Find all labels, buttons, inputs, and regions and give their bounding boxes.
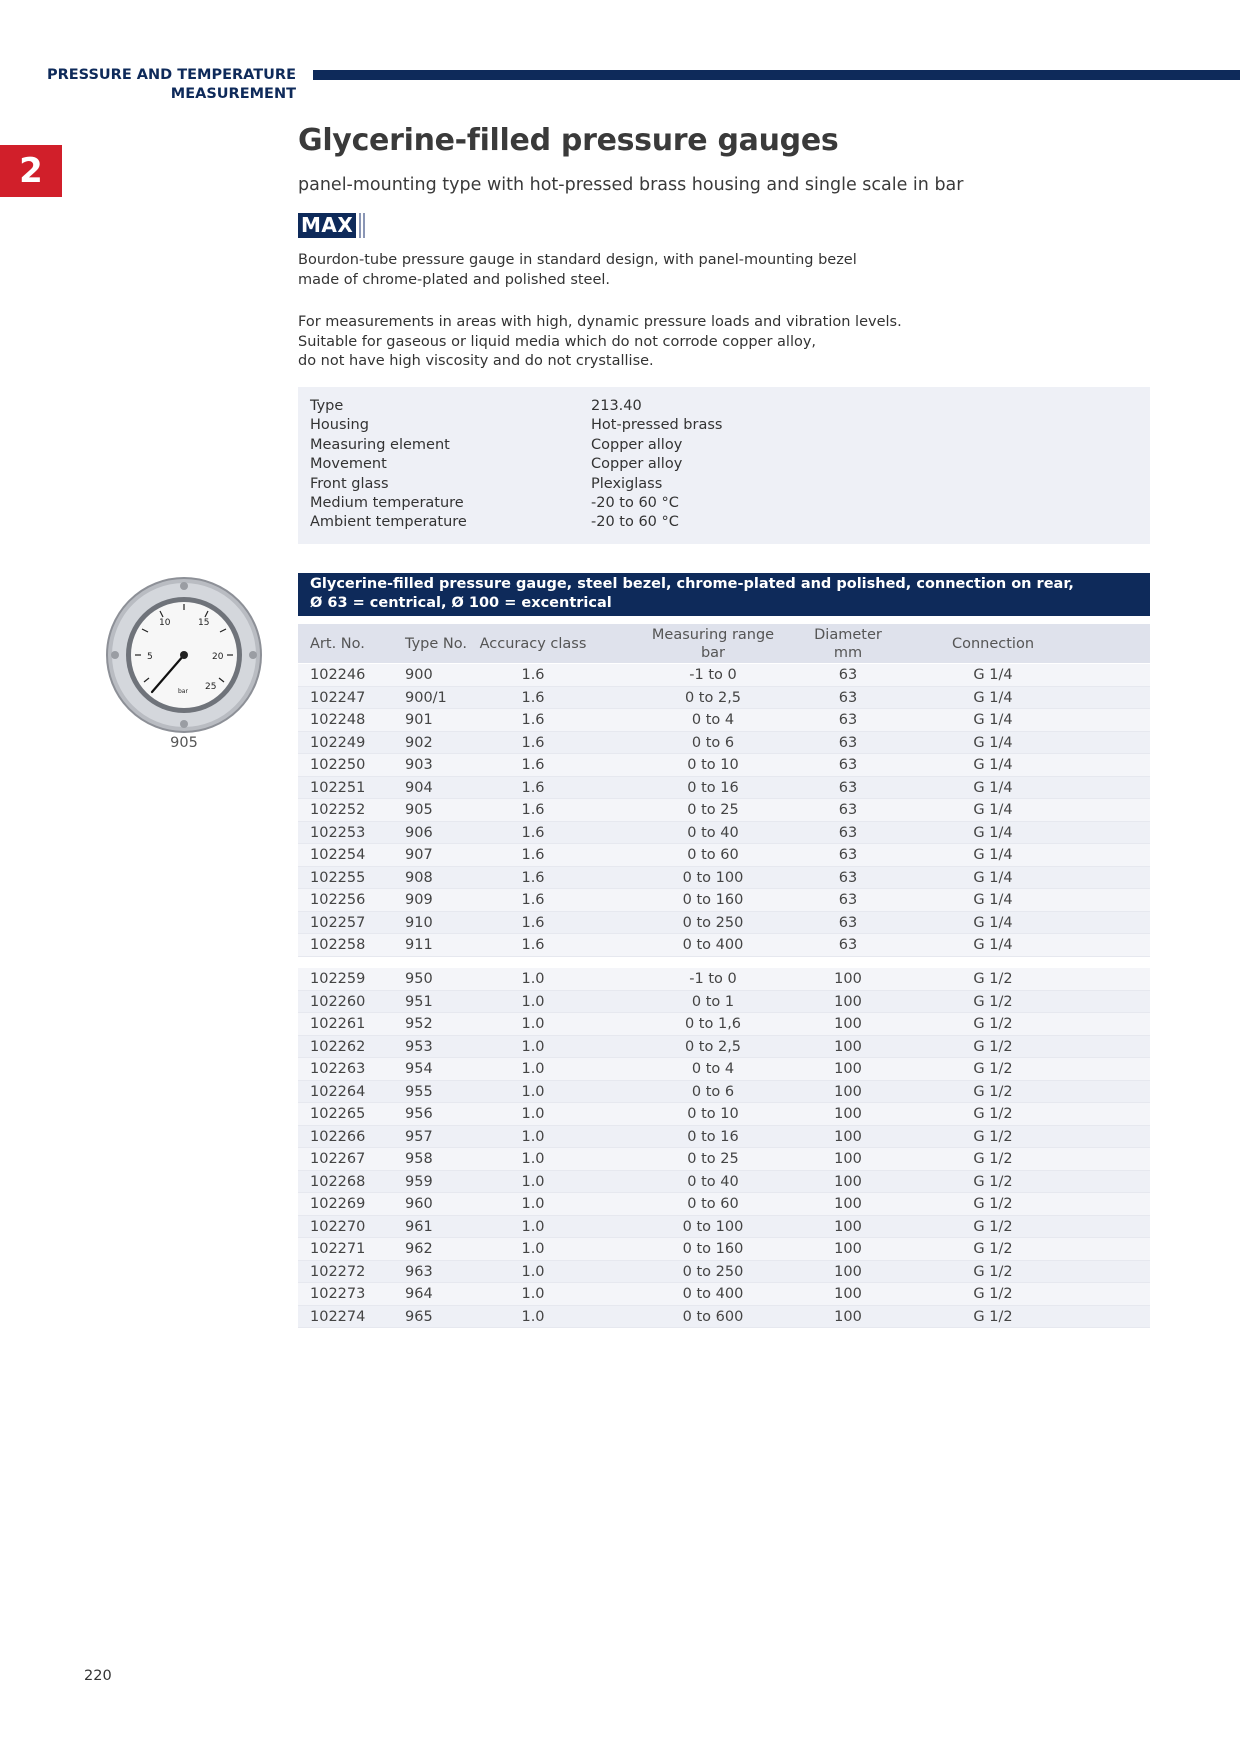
- connection-cell: G 1/2: [973, 1083, 1013, 1100]
- table-row: [298, 687, 1150, 710]
- diameter-cell: 100: [834, 1061, 862, 1077]
- connection-cell: G 1/2: [973, 1241, 1013, 1257]
- connection-cell: G 1/2: [973, 1286, 1013, 1302]
- accuracy-cell: 1.0: [521, 1016, 545, 1032]
- header-accuracy-class: Accuracy class: [479, 635, 587, 652]
- connection-cell: G 1/4: [973, 779, 1013, 796]
- table-row: [298, 844, 1150, 867]
- dial-label: 15: [198, 618, 210, 628]
- dial-label: 5: [147, 652, 153, 662]
- art-no-cell: 102254: [310, 847, 366, 863]
- logo-bars-icon: [359, 213, 367, 238]
- diameter-cell: 100: [834, 1263, 862, 1280]
- range-cell: 0 to 40: [687, 1173, 739, 1190]
- table-row: [298, 1103, 1150, 1126]
- range-cell: 0 to 60: [687, 847, 739, 863]
- diameter-cell: 100: [834, 1106, 862, 1122]
- header-connection: Connection: [951, 635, 1035, 652]
- range-cell: 0 to 6: [691, 1083, 735, 1100]
- art-no-cell: 102261: [310, 1016, 366, 1032]
- range-cell: 0 to 160: [682, 1241, 744, 1257]
- diameter-cell: 100: [834, 1083, 862, 1100]
- dial-label: 25: [205, 682, 217, 692]
- type-no-cell: 901: [405, 712, 433, 728]
- diameter-cell: 63: [838, 892, 858, 908]
- type-no-cell: 951: [405, 993, 433, 1010]
- type-no-cell: 960: [405, 1196, 433, 1212]
- type-no-cell: 964: [405, 1286, 433, 1302]
- table-body-group-63: [298, 664, 1150, 957]
- description-line: For measurements in areas with high, dynamic pressure loads and vibration levels.: [298, 314, 902, 330]
- table-row: [298, 867, 1150, 890]
- header-diameter: Diameter mm: [814, 626, 882, 661]
- connection-cell: G 1/4: [973, 892, 1013, 908]
- description-paragraph-1: [298, 251, 857, 290]
- max-logo-text: MAX: [298, 213, 356, 238]
- diameter-cell: 100: [834, 1286, 862, 1302]
- diameter-cell: 100: [834, 993, 862, 1010]
- accuracy-cell: 1.6: [521, 712, 545, 728]
- section-label: [40, 66, 296, 104]
- accuracy-cell: 1.6: [521, 914, 545, 931]
- type-no-cell: 954: [405, 1061, 433, 1077]
- connection-cell: G 1/2: [973, 1038, 1013, 1055]
- type-no-cell: 965: [405, 1308, 433, 1325]
- spec-value: Copper alloy: [591, 436, 683, 453]
- art-no-cell: 102257: [310, 914, 366, 931]
- type-no-cell: 903: [405, 757, 433, 773]
- spec-label: Ambient temperature: [310, 514, 467, 531]
- table-body-group-100: [298, 968, 1150, 1328]
- connection-cell: G 1/4: [973, 802, 1013, 818]
- connection-cell: G 1/4: [973, 847, 1013, 863]
- range-cell: 0 to 400: [682, 937, 744, 953]
- table-row: [298, 1216, 1150, 1239]
- accuracy-cell: 1.6: [521, 892, 545, 908]
- accuracy-cell: 1.0: [521, 1038, 545, 1055]
- connection-cell: G 1/2: [973, 971, 1013, 987]
- accuracy-cell: 1.6: [521, 869, 545, 886]
- diameter-cell: 100: [834, 1241, 862, 1257]
- max-logo: [298, 213, 367, 238]
- connection-cell: G 1/2: [973, 1308, 1013, 1325]
- type-no-cell: 962: [405, 1241, 433, 1257]
- diameter-cell: 100: [834, 1016, 862, 1032]
- type-no-cell: 952: [405, 1016, 433, 1032]
- table-row: [298, 1171, 1150, 1194]
- range-cell: 0 to 4: [691, 712, 735, 728]
- header-art-no: Art. No.: [310, 635, 365, 652]
- accuracy-cell: 1.6: [521, 734, 545, 751]
- table-row: [298, 777, 1150, 800]
- diameter-cell: 100: [834, 1038, 862, 1055]
- range-cell: 0 to 250: [682, 914, 744, 931]
- diameter-cell: 63: [838, 937, 858, 953]
- art-no-cell: 102274: [310, 1308, 366, 1325]
- spec-label: Housing: [310, 417, 369, 434]
- diameter-cell: 63: [838, 712, 858, 728]
- range-cell: 0 to 25: [687, 1151, 739, 1167]
- accuracy-cell: 1.0: [521, 1263, 545, 1280]
- range-cell: 0 to 2,5: [684, 1038, 742, 1055]
- spec-value: 213.40: [591, 398, 642, 414]
- table-row: [298, 1036, 1150, 1059]
- diameter-cell: 63: [838, 914, 858, 931]
- art-no-cell: 102249: [310, 734, 366, 751]
- table-row: [298, 968, 1150, 991]
- table-row: [298, 822, 1150, 845]
- range-cell: 0 to 1,6: [684, 1016, 742, 1032]
- accuracy-cell: 1.0: [521, 1128, 545, 1145]
- diameter-cell: 100: [834, 1218, 862, 1235]
- accuracy-cell: 1.0: [521, 1218, 545, 1235]
- connection-cell: G 1/2: [973, 1151, 1013, 1167]
- description-line: do not have high viscosity and do not crystallise.: [298, 353, 654, 369]
- connection-cell: G 1/4: [973, 824, 1013, 841]
- art-no-cell: 102262: [310, 1038, 366, 1055]
- type-no-cell: 904: [405, 779, 433, 796]
- diameter-cell: 100: [834, 1308, 862, 1325]
- connection-cell: G 1/4: [973, 689, 1013, 706]
- table-row: [298, 934, 1150, 957]
- accuracy-cell: 1.0: [521, 1173, 545, 1190]
- table-title: [298, 573, 1150, 616]
- diameter-cell: 63: [838, 779, 858, 796]
- art-no-cell: 102246: [310, 667, 366, 683]
- table-header: [298, 624, 1150, 663]
- type-no-cell: 910: [405, 914, 433, 931]
- diameter-cell: 63: [838, 689, 858, 706]
- page-title: Glycerine-filled pressure gauges: [298, 123, 839, 158]
- description-line: made of chrome-plated and polished steel.: [298, 271, 611, 288]
- connection-cell: G 1/4: [973, 914, 1013, 931]
- range-cell: 0 to 400: [682, 1286, 744, 1302]
- type-no-cell: 900/1: [405, 689, 447, 706]
- connection-cell: G 1/4: [973, 712, 1013, 728]
- spec-label: Type: [310, 398, 344, 414]
- art-no-cell: 102270: [310, 1218, 366, 1235]
- art-no-cell: 102272: [310, 1263, 366, 1280]
- accuracy-cell: 1.0: [521, 1308, 545, 1325]
- table-row: [298, 1193, 1150, 1216]
- art-no-cell: 102269: [310, 1196, 366, 1212]
- art-no-cell: 102252: [310, 802, 366, 818]
- chapter-tab[interactable]: 2: [0, 145, 62, 197]
- type-no-cell: 963: [405, 1263, 433, 1280]
- range-cell: 0 to 25: [687, 802, 739, 818]
- table-row: [298, 1306, 1150, 1329]
- accuracy-cell: 1.6: [521, 667, 545, 683]
- table-row: [298, 1238, 1150, 1261]
- range-cell: 0 to 250: [682, 1263, 744, 1280]
- connection-cell: G 1/2: [973, 1173, 1013, 1190]
- table-row: [298, 912, 1150, 935]
- spec-label: Movement: [310, 456, 387, 473]
- type-no-cell: 958: [405, 1151, 433, 1167]
- range-cell: 0 to 100: [682, 1218, 744, 1235]
- accuracy-cell: 1.6: [521, 757, 545, 773]
- art-no-cell: 102253: [310, 824, 366, 841]
- range-cell: 0 to 1: [691, 993, 735, 1010]
- art-no-cell: 102256: [310, 892, 366, 908]
- table-row: [298, 1013, 1150, 1036]
- type-no-cell: 955: [405, 1083, 433, 1100]
- range-cell: 0 to 40: [687, 824, 739, 841]
- header-bar: [313, 70, 1240, 80]
- range-cell: 0 to 160: [682, 892, 744, 908]
- accuracy-cell: 1.0: [521, 1286, 545, 1302]
- accuracy-cell: 1.0: [521, 1196, 545, 1212]
- section-label-line2: MEASUREMENT: [170, 86, 296, 102]
- range-cell: 0 to 10: [687, 757, 739, 773]
- type-no-cell: 957: [405, 1128, 433, 1145]
- spec-value: Hot-pressed brass: [591, 417, 723, 434]
- type-no-cell: 959: [405, 1173, 433, 1190]
- dial-label: 20: [212, 652, 224, 662]
- diameter-cell: 63: [838, 824, 858, 841]
- art-no-cell: 102260: [310, 993, 366, 1010]
- type-no-cell: 900: [405, 667, 433, 683]
- range-cell: 0 to 6: [691, 734, 735, 751]
- connection-cell: G 1/2: [973, 1106, 1013, 1122]
- spec-value: Copper alloy: [591, 456, 683, 473]
- range-cell: -1 to 0: [689, 971, 737, 987]
- description-line: Bourdon-tube pressure gauge in standard design, with panel-mounting bezel: [298, 252, 857, 268]
- art-no-cell: 102271: [310, 1241, 366, 1257]
- range-cell: 0 to 600: [682, 1308, 744, 1325]
- range-cell: 0 to 16: [687, 779, 739, 796]
- spec-value: Plexiglass: [591, 475, 663, 492]
- table-row: [298, 1081, 1150, 1104]
- diameter-cell: 63: [838, 847, 858, 863]
- diameter-cell: 63: [838, 869, 858, 886]
- table-row: [298, 664, 1150, 687]
- art-no-cell: 102255: [310, 869, 366, 886]
- connection-cell: G 1/4: [973, 757, 1013, 773]
- range-cell: 0 to 10: [687, 1106, 739, 1122]
- range-cell: 0 to 60: [687, 1196, 739, 1212]
- range-cell: 0 to 4: [691, 1061, 735, 1077]
- connection-cell: G 1/4: [973, 667, 1013, 683]
- art-no-cell: 102267: [310, 1151, 366, 1167]
- connection-cell: G 1/2: [973, 1016, 1013, 1032]
- accuracy-cell: 1.6: [521, 847, 545, 863]
- diameter-cell: 63: [838, 734, 858, 751]
- art-no-cell: 102268: [310, 1173, 366, 1190]
- accuracy-cell: 1.6: [521, 824, 545, 841]
- accuracy-cell: 1.0: [521, 1241, 545, 1257]
- connection-cell: G 1/2: [973, 1196, 1013, 1212]
- accuracy-cell: 1.6: [521, 802, 545, 818]
- type-no-cell: 908: [405, 869, 433, 886]
- diameter-cell: 63: [838, 757, 858, 773]
- connection-cell: G 1/2: [973, 993, 1013, 1010]
- table-row: [298, 889, 1150, 912]
- art-no-cell: 102247: [310, 689, 366, 706]
- spec-label: Front glass: [310, 475, 389, 492]
- header-type-no: Type No.: [405, 635, 467, 652]
- connection-cell: G 1/2: [973, 1263, 1013, 1280]
- table-row: [298, 1058, 1150, 1081]
- type-no-cell: 905: [405, 802, 433, 818]
- spec-label: Medium temperature: [310, 495, 464, 511]
- art-no-cell: 102259: [310, 971, 366, 987]
- table-row: [298, 754, 1150, 777]
- page-subtitle: panel-mounting type with hot-pressed brass housing and single scale in bar: [298, 175, 964, 195]
- table-title-line1: Glycerine-filled pressure gauge, steel bezel, chrome-plated and polished, connection on rear,: [310, 576, 1074, 592]
- diameter-cell: 100: [834, 1151, 862, 1167]
- range-cell: 0 to 2,5: [684, 689, 742, 706]
- accuracy-cell: 1.0: [521, 1106, 545, 1122]
- table-row: [298, 799, 1150, 822]
- type-no-cell: 909: [405, 892, 433, 908]
- spec-value: -20 to 60 °C: [591, 495, 679, 511]
- accuracy-cell: 1.0: [521, 1151, 545, 1167]
- connection-cell: G 1/4: [973, 734, 1013, 751]
- art-no-cell: 102263: [310, 1061, 366, 1077]
- diameter-cell: 100: [834, 1173, 862, 1190]
- pressure-gauge-image: [104, 575, 264, 735]
- type-no-cell: 953: [405, 1038, 433, 1055]
- page-number: 220: [84, 1668, 112, 1684]
- spec-value: -20 to 60 °C: [591, 514, 679, 531]
- table-row: [298, 1126, 1150, 1149]
- table-title-line2: Ø 63 = centrical, Ø 100 = excentrical: [310, 595, 612, 611]
- art-no-cell: 102250: [310, 757, 366, 773]
- table-row: [298, 991, 1150, 1014]
- type-no-cell: 961: [405, 1218, 433, 1235]
- art-no-cell: 102266: [310, 1128, 366, 1145]
- gauge-caption: 905: [170, 735, 198, 751]
- art-no-cell: 102248: [310, 712, 366, 728]
- diameter-cell: 63: [838, 802, 858, 818]
- accuracy-cell: 1.0: [521, 1083, 545, 1100]
- dial-unit: bar: [178, 688, 188, 695]
- diameter-cell: 63: [838, 667, 858, 683]
- connection-cell: G 1/4: [973, 937, 1013, 953]
- spec-label: Measuring element: [310, 436, 450, 453]
- description-line: Suitable for gaseous or liquid media which do not corrode copper alloy,: [298, 333, 817, 350]
- section-label-line1: PRESSURE AND TEMPERATURE: [46, 67, 296, 83]
- accuracy-cell: 1.6: [521, 779, 545, 796]
- specifications-box: [298, 387, 1150, 544]
- art-no-cell: 102264: [310, 1083, 366, 1100]
- type-no-cell: 950: [405, 971, 433, 987]
- type-no-cell: 906: [405, 824, 433, 841]
- art-no-cell: 102273: [310, 1286, 366, 1302]
- connection-cell: G 1/2: [973, 1128, 1013, 1145]
- table-row: [298, 1283, 1150, 1306]
- diameter-cell: 100: [834, 971, 862, 987]
- accuracy-cell: 1.6: [521, 937, 545, 953]
- type-no-cell: 956: [405, 1106, 433, 1122]
- accuracy-cell: 1.0: [521, 1061, 545, 1077]
- range-cell: -1 to 0: [689, 667, 737, 683]
- table-row: [298, 1261, 1150, 1284]
- range-cell: 0 to 16: [687, 1128, 739, 1145]
- accuracy-cell: 1.6: [521, 689, 545, 706]
- type-no-cell: 907: [405, 847, 433, 863]
- art-no-cell: 102265: [310, 1106, 366, 1122]
- range-cell: 0 to 100: [682, 869, 744, 886]
- diameter-cell: 100: [834, 1196, 862, 1212]
- accuracy-cell: 1.0: [521, 971, 545, 987]
- type-no-cell: 902: [405, 734, 433, 751]
- connection-cell: G 1/2: [973, 1218, 1013, 1235]
- art-no-cell: 102258: [310, 937, 366, 953]
- table-row: [298, 1148, 1150, 1171]
- type-no-cell: 911: [405, 937, 433, 953]
- diameter-cell: 100: [834, 1128, 862, 1145]
- table-row: [298, 709, 1150, 732]
- dial-label: 10: [159, 618, 171, 628]
- art-no-cell: 102251: [310, 779, 366, 796]
- accuracy-cell: 1.0: [521, 993, 545, 1010]
- description-paragraph-2: [298, 313, 902, 372]
- connection-cell: G 1/2: [973, 1061, 1013, 1077]
- connection-cell: G 1/4: [973, 869, 1013, 886]
- table-row: [298, 732, 1150, 755]
- header-measuring-range: Measuring range bar: [651, 626, 775, 661]
